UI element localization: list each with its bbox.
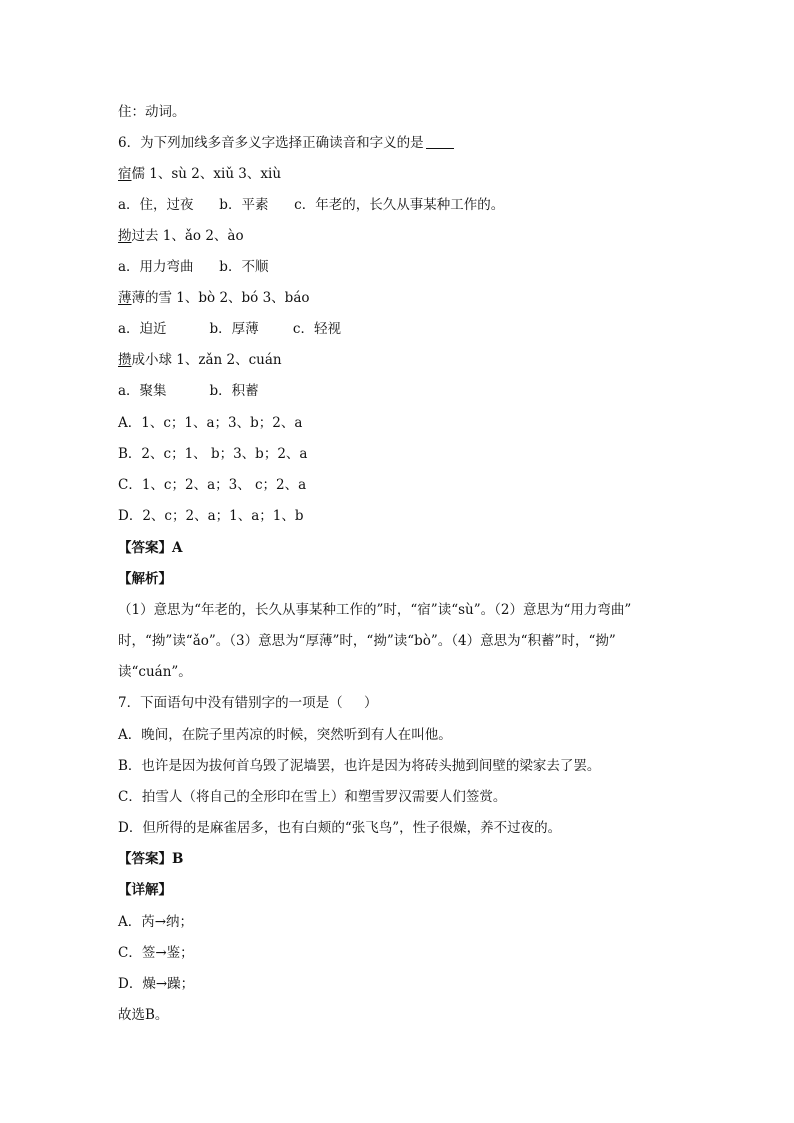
word-4-line (118, 351, 282, 369)
word-2-rest: 过去 1、ǎo 2、ào (131, 228, 244, 244)
text-line: 住：动词。 (118, 104, 186, 120)
word-3-options: a．迫近 b．厚薄 c．轻视 (118, 321, 341, 337)
underlined-char: 宿 (118, 166, 132, 182)
detail-label: 【详解】 (118, 882, 172, 898)
word-4-options: a．聚集 b．积蓄 (118, 383, 259, 399)
word-3-line (118, 289, 310, 307)
underlined-char: 攒 (118, 352, 132, 368)
explanation-line: 读“cuán”。 (118, 664, 192, 680)
choice-a: A．晚间，在院子里芮凉的时候，突然听到有人在叫他。 (118, 727, 452, 743)
detail-line: C．签→鉴； (118, 945, 194, 961)
answer-label: 【答案】A (118, 540, 183, 556)
question-7: 7．下面语句中没有错别字的一项是（ ） (118, 695, 378, 711)
answer-label: 【答案】B (118, 851, 184, 867)
detail-line: A．芮→纳； (118, 914, 194, 930)
word-2-options: a．用力弯曲 b．不顺 (118, 259, 269, 275)
choice-d: D．但所得的是麻雀居多，也有白颊的“张飞鸟”，性子很燥，养不过夜的。 (118, 820, 562, 836)
answer-blank (426, 135, 454, 149)
question-6-text: 6．为下列加线多音多义字选择正确读音和字义的是 (118, 135, 424, 151)
word-1-options: a．住，过夜 b．平素 c．年老的，长久从事某种工作的。 (118, 197, 505, 213)
underlined-char: 薄 (118, 290, 132, 306)
word-4-rest: 成小球 1、zǎn 2、cuán (131, 352, 282, 368)
choice-b: B．2、c；1、 b；3、b；2、a (118, 446, 308, 462)
word-2-line (118, 227, 244, 245)
choice-d: D．2、c；2、a；1、a；1、b (118, 508, 304, 524)
detail-line: D．燥→躁； (118, 976, 195, 992)
question-6 (118, 134, 454, 152)
choice-b: B．也许是因为拔何首乌毁了泥墙罢，也许是因为将砖头抛到间壁的梁家去了罢。 (118, 758, 601, 774)
explanation-line: （1）意思为“年老的，长久从事某种工作的”时，“宿”读“sù”。（2）意思为“用力弯曲” (118, 602, 632, 618)
word-1-line (118, 165, 281, 183)
conclusion-line: 故选B。 (118, 1007, 169, 1023)
word-3-rest: 薄的雪 1、bò 2、bó 3、báo (131, 290, 310, 306)
explanation-label: 【解析】 (118, 571, 172, 587)
choice-c: C．1、c；2、a；3、 c；2、a (118, 477, 307, 493)
underlined-char: 拗 (118, 228, 132, 244)
explanation-line: 时，“拗”读“ǎo”。（3）意思为“厚薄”时，“拗”读“bò”。（4）意思为“积蓄”时，“拗” (118, 633, 616, 649)
choice-a: A．1、c；1、a；3、b；2、a (118, 415, 303, 431)
choice-c: C．拍雪人（将自己的全形印在雪上）和塑雪罗汉需要人们签赏。 (118, 789, 507, 805)
word-1-rest: 儒 1、sù 2、xiǔ 3、xiù (131, 166, 282, 182)
